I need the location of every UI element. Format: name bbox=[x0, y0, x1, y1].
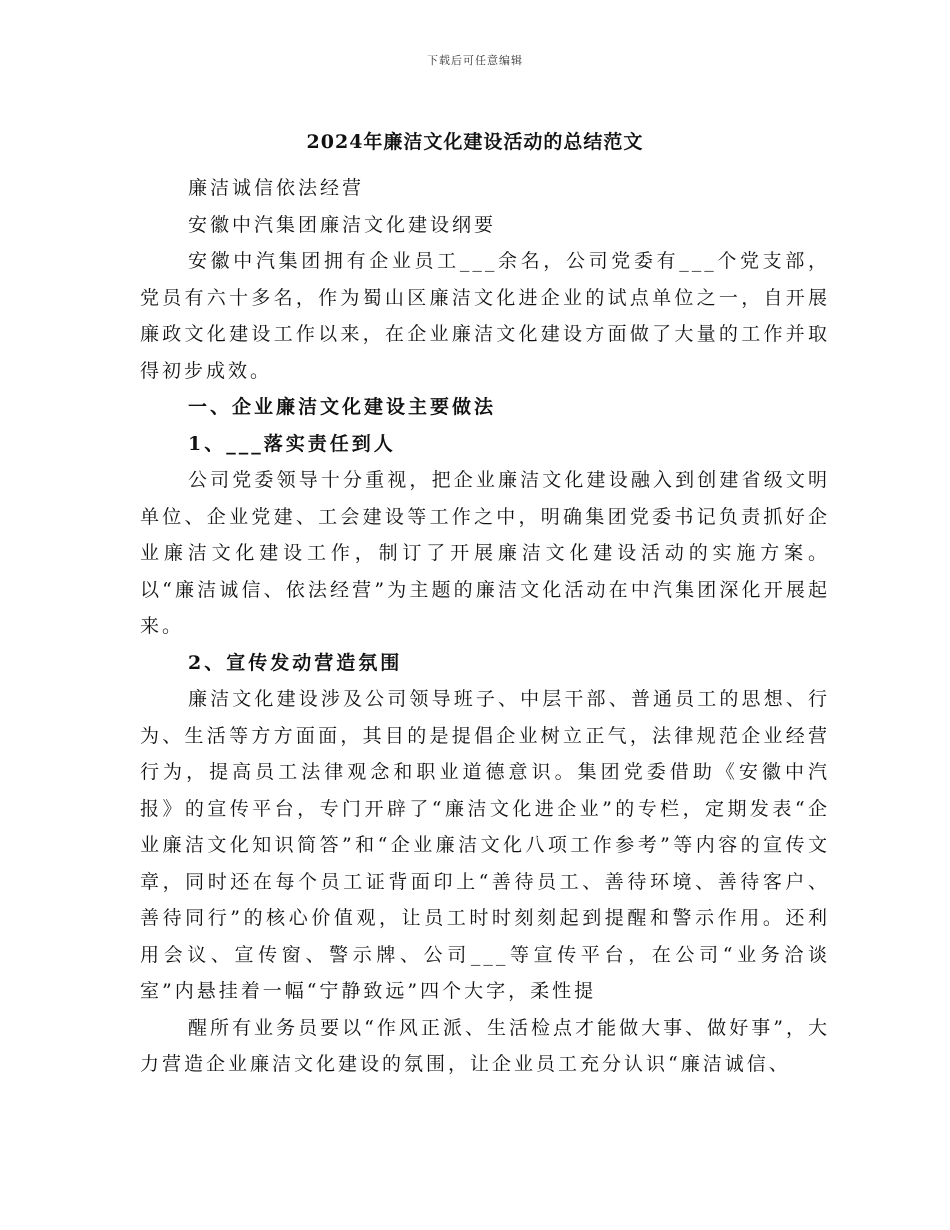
body-paragraph: 廉洁文化建设涉及公司领导班子、中层干部、普通员工的思想、行为、生活等方方面面，其目的是提倡企业树立正气，法律规范企业经营行为，提高员工法律观念和职业道德意识。集团党委借助《安徽中汽报》的宣传平台，专门开辟了“廉洁文化进企业”的专栏，定期发表“企业廉洁文化知识简答”和“企业廉洁文化八项工作参考”等内容的宣传文章，同时还在每个员工证背面印上“善待员工、善待环境、善待客户、善待同行”的核心价值观，让员工时时刻刻起到提醒和警示作用。还利用会议、宣传窗、警示牌、公司___等宣传平台，在公司“业务洽谈室”内悬挂着一幅“宁静致远”四个大字，柔性提 bbox=[140, 688, 830, 1002]
body-paragraph: 醒所有业务员要以“作风正派、生活检点才能做大事、做好事”，大力营造企业廉洁文化建设的氛围，让企业员工充分认识“廉洁诚信、 bbox=[140, 1016, 830, 1075]
document-title: 2024年廉洁文化建设活动的总结范文 bbox=[306, 131, 644, 153]
subsection-heading: 1、___落实责任到人 bbox=[188, 432, 396, 455]
document-body bbox=[140, 170, 830, 1083]
body-paragraph: 公司党委领导十分重视，把企业廉洁文化建设融入到创建省级文明单位、企业党建、工会建设等工作之中，明确集团党委书记负责抓好企业廉洁文化建设工作，制订了开展廉洁文化建设活动的实施方案。以“廉洁诚信、依法经营”为主题的廉洁文化活动在中汽集团深化开展起来。 bbox=[140, 469, 830, 637]
body-paragraph: 安徽中汽集团拥有企业员工___余名，公司党委有___个党支部，党员有六十多名，作为蜀山区廉洁文化进企业的试点单位之一，自开展廉政文化建设工作以来，在企业廉洁文化建设方面做了大量的工作并取得初步成效。 bbox=[140, 250, 830, 382]
subsection-heading: 2、宣传发动营造氛围 bbox=[188, 651, 403, 674]
subtitle-line: 安徽中汽集团廉洁文化建设纲要 bbox=[188, 213, 497, 236]
subtitle-line: 廉洁诚信依法经营 bbox=[188, 177, 365, 199]
section-heading: 一、企业廉洁文化建设主要做法 bbox=[188, 396, 497, 418]
header-note: 下载后可任意编辑 bbox=[427, 54, 523, 67]
